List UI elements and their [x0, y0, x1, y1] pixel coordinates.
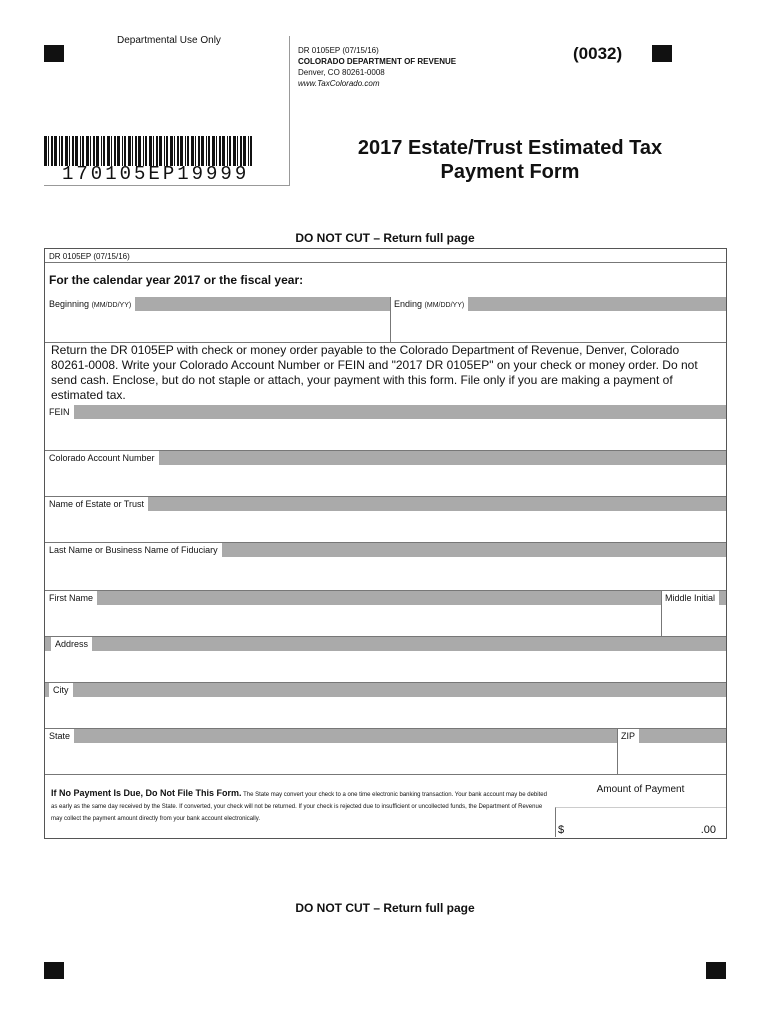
calendar-year-heading: For the calendar year 2017 or the fiscal year:	[49, 273, 304, 287]
form-title-line1: 2017 Estate/Trust Estimated Tax	[357, 137, 663, 159]
header-agency: COLORADO DEPARTMENT OF REVENUE	[298, 57, 457, 66]
payment-form	[44, 248, 727, 839]
header-form-id: DR 0105EP (07/15/16)	[298, 46, 379, 55]
first-name-field[interactable]	[45, 605, 661, 636]
registration-mark-bottom-right	[706, 962, 726, 979]
account-number-field[interactable]	[45, 465, 726, 497]
header-website: www.TaxColorado.com	[298, 79, 380, 88]
estate-name-field[interactable]	[45, 511, 726, 543]
state-zip-label-bar	[45, 729, 726, 743]
header-divider-horizontal	[44, 185, 290, 186]
zip-field[interactable]	[618, 743, 726, 774]
amount-label: Amount of Payment	[596, 784, 685, 795]
first-name-label: First Name	[45, 591, 97, 605]
departmental-use-label: Departmental Use Only	[117, 35, 221, 46]
fiscal-year-row	[45, 273, 726, 293]
form-code: (0032)	[573, 44, 623, 63]
account-number-label: Colorado Account Number	[45, 451, 159, 465]
beginning-label: Beginning (MM/DD/YY)	[45, 297, 135, 311]
ending-date-field[interactable]	[391, 311, 726, 342]
first-name-fields	[45, 605, 726, 637]
account-number-label-bar	[45, 451, 726, 465]
amount-field[interactable]	[555, 807, 726, 837]
do-not-cut-top: DO NOT CUT – Return full page	[295, 231, 475, 245]
fein-label-bar	[45, 405, 726, 419]
city-label: City	[49, 683, 73, 697]
address-label: Address	[51, 637, 92, 651]
form-id-row	[45, 249, 726, 263]
registration-mark-top-right	[652, 45, 672, 62]
instructions-paragraph: Return the DR 0105EP with check or money order payable to the Colorado Department of Revenue, Denver, Colorado 80261-0008. Write your Colorado Account Number or FEIN and "2017 DR 0105EP" on your check or money order. Do not send cash. Enclose, but do not staple or attach, your payment with this form. File only if you are making a payment of estimated tax.	[51, 343, 698, 402]
fiduciary-name-field[interactable]	[45, 557, 726, 591]
registration-mark-top-left	[44, 45, 64, 62]
registration-mark-bottom-left	[44, 962, 64, 979]
address-field[interactable]	[45, 651, 726, 683]
state-label: State	[45, 729, 74, 743]
form-title-line2: Payment Form	[440, 161, 580, 183]
no-payment-notice	[51, 787, 551, 825]
beginning-date-field[interactable]	[45, 311, 390, 342]
fiscal-year-fields	[45, 311, 726, 343]
middle-initial-field[interactable]	[662, 605, 726, 636]
city-field[interactable]	[45, 697, 726, 729]
dollar-sign: $	[558, 824, 565, 836]
no-payment-text: The State may convert your check to a one time electronic banking transaction. Your bank account may be debited as early as the same day received by the State. If converted, your check will not be returned. If your check is rejected due to insufficient or uncollected funds, the Department of Revenue may collect the payment amount directly from your bank account electronically.	[51, 792, 547, 822]
fiduciary-label-bar	[45, 543, 726, 557]
fein-label: FEIN	[45, 405, 74, 419]
middle-initial-label: Middle Initial	[661, 591, 719, 605]
fiduciary-name-label: Last Name or Business Name of Fiduciary	[45, 543, 222, 557]
no-payment-heading: If No Payment Is Due, Do Not File This Form.	[51, 788, 242, 798]
barcode-number: 170105EP19999	[62, 163, 250, 185]
first-name-label-bar	[45, 591, 726, 605]
estate-name-label: Name of Estate or Trust	[45, 497, 148, 511]
state-zip-fields	[45, 743, 726, 775]
form-title	[290, 136, 730, 184]
zip-label: ZIP	[617, 729, 639, 743]
fiscal-year-label-bar	[45, 297, 726, 311]
do-not-cut-bottom: DO NOT CUT – Return full page	[295, 901, 475, 915]
state-field[interactable]	[45, 743, 617, 774]
city-label-bar	[45, 683, 726, 697]
barcode	[44, 136, 256, 166]
estate-name-label-bar	[45, 497, 726, 511]
cents-label: .00	[700, 824, 716, 836]
header-address: Denver, CO 80261-0008	[298, 68, 385, 77]
form-id-label: DR 0105EP (07/15/16)	[49, 252, 130, 261]
ending-label: Ending (MM/DD/YY)	[390, 297, 468, 311]
address-label-bar	[45, 637, 726, 651]
fein-field[interactable]	[45, 419, 726, 451]
